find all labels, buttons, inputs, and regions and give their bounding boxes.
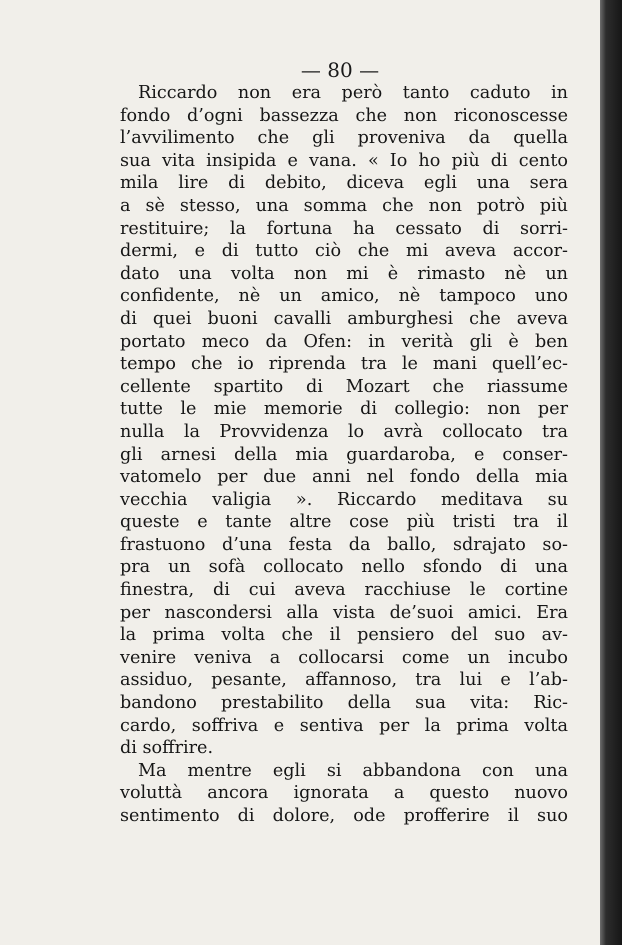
text-line: restituire; la fortuna ha cessato di sorri- [120, 218, 568, 239]
text-line: di soffrire. [120, 738, 214, 759]
text-line: fondo d’ogni bassezza che non riconoscesse [120, 105, 568, 126]
text-line: queste e tante altre cose più tristi tra il [120, 512, 568, 533]
text-line: pra un sofà collocato nello sfondo di una [120, 557, 568, 578]
text-line: sentimento di dolore, ode profferire il suo [120, 806, 568, 826]
text-line: dermi, e di tutto ciò che mi aveva accor- [120, 241, 568, 262]
text-line: portato meco da Ofen: in verità gli è ben [120, 331, 568, 352]
text-line: vecchia valigia ». Riccardo meditava su [120, 489, 568, 510]
text-line: cardo, soffriva e sentiva per la prima volta [120, 715, 568, 736]
text-line: bandono prestabilito della sua vita: Ric- [120, 693, 568, 714]
text-line: cellente spartito di Mozart che riassume [120, 376, 568, 397]
text-line: di quei buoni cavalli amburghesi che aveva [120, 308, 568, 329]
text-line: sua vita insipida e vana. « Io ho più di cento [120, 150, 568, 171]
text-line: tutte le mie memorie di collegio: non per [120, 399, 568, 420]
page-number: — 80 — [300, 58, 380, 82]
text-line: confidente, nè un amico, nè tampoco uno [120, 286, 568, 307]
text-line: tempo che io riprenda tra le mani quell’ec- [120, 354, 568, 375]
body-text [120, 82, 568, 828]
text-line: nulla la Provvidenza lo avrà collocato tra [120, 421, 568, 442]
text-line: finestra, di cui aveva racchiuse le cortine [120, 580, 568, 601]
text-line: dato una volta non mi è rimasto nè un [120, 263, 568, 284]
text-line: mila lire di debito, diceva egli una sera [120, 173, 568, 194]
text-line: venire veniva a collocarsi come un incubo [120, 647, 568, 668]
text-line: l’avvilimento che gli proveniva da quella [120, 128, 568, 149]
text-line: a sè stesso, una somma che non potrò più [120, 195, 568, 216]
text-line: Riccardo non era però tanto caduto in [138, 83, 568, 103]
text-line: Ma mentre egli si abbandona con una [138, 760, 568, 781]
text-line: per nascondersi alla vista de’suoi amici. Era [120, 602, 568, 623]
text-line: vatomelo per due anni nel fondo della mia [120, 467, 568, 488]
book-edge [600, 0, 622, 945]
text-line: gli arnesi della mia guardaroba, e conser- [120, 444, 568, 465]
text-line: frastuono d’una festa da ballo, sdrajato so- [120, 534, 568, 555]
text-line: voluttà ancora ignorata a questo nuovo [120, 783, 568, 804]
text-line: assiduo, pesante, affannoso, tra lui e l’ab- [120, 670, 568, 691]
text-line: la prima volta che il pensiero del suo av- [120, 625, 568, 646]
